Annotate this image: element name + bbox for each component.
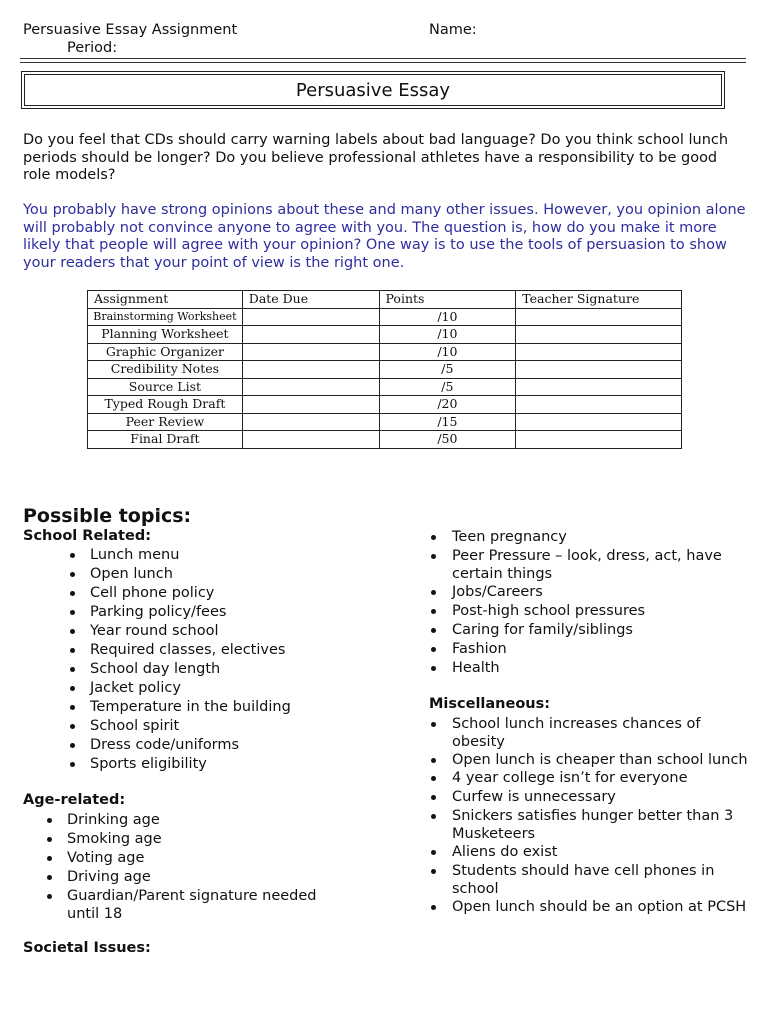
signature-cell[interactable] (516, 413, 682, 431)
points-cell: /5 (379, 378, 516, 396)
page-title: Persuasive Essay (295, 79, 451, 101)
table-row (88, 413, 682, 431)
list-item: Parking policy/fees (90, 603, 390, 622)
signature-cell[interactable] (516, 343, 682, 361)
points-cell: /10 (379, 308, 516, 326)
list-item: Students should have cell phones in school (452, 862, 752, 898)
list-item: Year round school (90, 622, 390, 641)
miscellaneous-heading: Miscellaneous: (429, 696, 551, 712)
list-item: Peer Pressure – look, dress, act, have certain things (452, 547, 752, 583)
list-item: Jacket policy (90, 679, 390, 698)
school-related-heading: School Related: (23, 528, 152, 544)
list-item: School day length (90, 660, 390, 679)
table-row (88, 308, 682, 326)
table-header-row (88, 291, 682, 309)
list-item: Health (452, 659, 752, 678)
signature-cell[interactable] (516, 431, 682, 449)
list-item: Smoking age (67, 830, 337, 849)
list-item: Open lunch is cheaper than school lunch (452, 751, 752, 769)
list-item: Required classes, electives (90, 641, 390, 660)
assignment-title: Persuasive Essay Assignment (23, 22, 238, 38)
signature-cell[interactable] (516, 396, 682, 414)
table-row (88, 378, 682, 396)
age-related-heading: Age-related: (23, 792, 126, 808)
list-item: Teen pregnancy (452, 528, 752, 547)
points-cell: /10 (379, 326, 516, 344)
list-item: Post-high school pressures (452, 602, 752, 621)
date-due-cell[interactable] (242, 326, 379, 344)
societal-issues-heading: Societal Issues: (23, 940, 151, 956)
list-item: Jobs/Careers (452, 583, 752, 602)
list-item: Fashion (452, 640, 752, 659)
table-row (88, 431, 682, 449)
date-due-cell[interactable] (242, 343, 379, 361)
list-item: Curfew is unnecessary (452, 788, 752, 807)
points-cell: /15 (379, 413, 516, 431)
assignment-cell: Brainstorming Worksheet (88, 308, 243, 326)
table-row (88, 361, 682, 379)
points-cell: /20 (379, 396, 516, 414)
misc-topic-list (452, 715, 752, 916)
intro-paragraph-blue: You probably have strong opinions about these and many other issues. However, you opinion alone will probably not convince anyone to agree with you. The question is, how do you make it more likely that people will agree with your opinion? One way is to use the tools of persuasion to show your readers that your point of view is the right one. (23, 202, 746, 271)
assignment-cell: Graphic Organizer (88, 343, 243, 361)
list-item: Dress code/uniforms (90, 736, 390, 755)
list-item: Guardian/Parent signature needed until 18 (67, 887, 337, 923)
list-item: School lunch increases chances of obesity (452, 715, 752, 751)
list-item: Snickers satisfies hunger better than 3 Musketeers (452, 807, 752, 843)
list-item: Cell phone policy (90, 584, 390, 603)
list-item: Sports eligibility (90, 755, 390, 774)
period-label: Period: (67, 40, 118, 56)
assignment-cell: Final Draft (88, 431, 243, 449)
col-header: Date Due (242, 291, 379, 309)
right-topic-list (452, 528, 752, 678)
date-due-cell[interactable] (242, 413, 379, 431)
col-header: Teacher Signature (516, 291, 682, 309)
date-due-cell[interactable] (242, 431, 379, 449)
header-rule-top (20, 58, 746, 59)
list-item: 4 year college isn’t for everyone (452, 769, 752, 788)
list-item: Lunch menu (90, 546, 390, 565)
assignment-cell: Peer Review (88, 413, 243, 431)
list-item: Caring for family/siblings (452, 621, 752, 640)
signature-cell[interactable] (516, 326, 682, 344)
date-due-cell[interactable] (242, 361, 379, 379)
name-label: Name: (429, 22, 477, 38)
points-cell: /10 (379, 343, 516, 361)
signature-cell[interactable] (516, 308, 682, 326)
age-topic-list (67, 811, 337, 923)
signature-cell[interactable] (516, 361, 682, 379)
points-cell: /5 (379, 361, 516, 379)
col-header: Points (379, 291, 516, 309)
title-box (21, 71, 725, 109)
header-rule-bottom (20, 62, 746, 63)
date-due-cell[interactable] (242, 396, 379, 414)
list-item: Voting age (67, 849, 337, 868)
signature-cell[interactable] (516, 378, 682, 396)
assignment-cell: Credibility Notes (88, 361, 243, 379)
date-due-cell[interactable] (242, 378, 379, 396)
date-due-cell[interactable] (242, 308, 379, 326)
list-item: Aliens do exist (452, 843, 752, 862)
assignment-cell: Planning Worksheet (88, 326, 243, 344)
list-item: Driving age (67, 868, 337, 887)
list-item: Temperature in the building (90, 698, 390, 717)
list-item: Open lunch should be an option at PCSH (452, 898, 752, 916)
points-cell: /50 (379, 431, 516, 449)
col-header: Assignment (88, 291, 243, 309)
table-row (88, 326, 682, 344)
list-item: Drinking age (67, 811, 337, 830)
intro-paragraph: Do you feel that CDs should carry warning labels about bad language? Do you think school lunch periods should be longer? Do you believe professional athletes have a responsibility to be good role models? (23, 132, 729, 183)
school-topic-list (90, 546, 390, 774)
list-item: School spirit (90, 717, 390, 736)
assignment-cell: Source List (88, 378, 243, 396)
assignment-cell: Typed Rough Draft (88, 396, 243, 414)
topics-heading: Possible topics: (23, 505, 192, 527)
table-row (88, 343, 682, 361)
assignment-table (87, 290, 682, 449)
table-row (88, 396, 682, 414)
list-item: Open lunch (90, 565, 390, 584)
